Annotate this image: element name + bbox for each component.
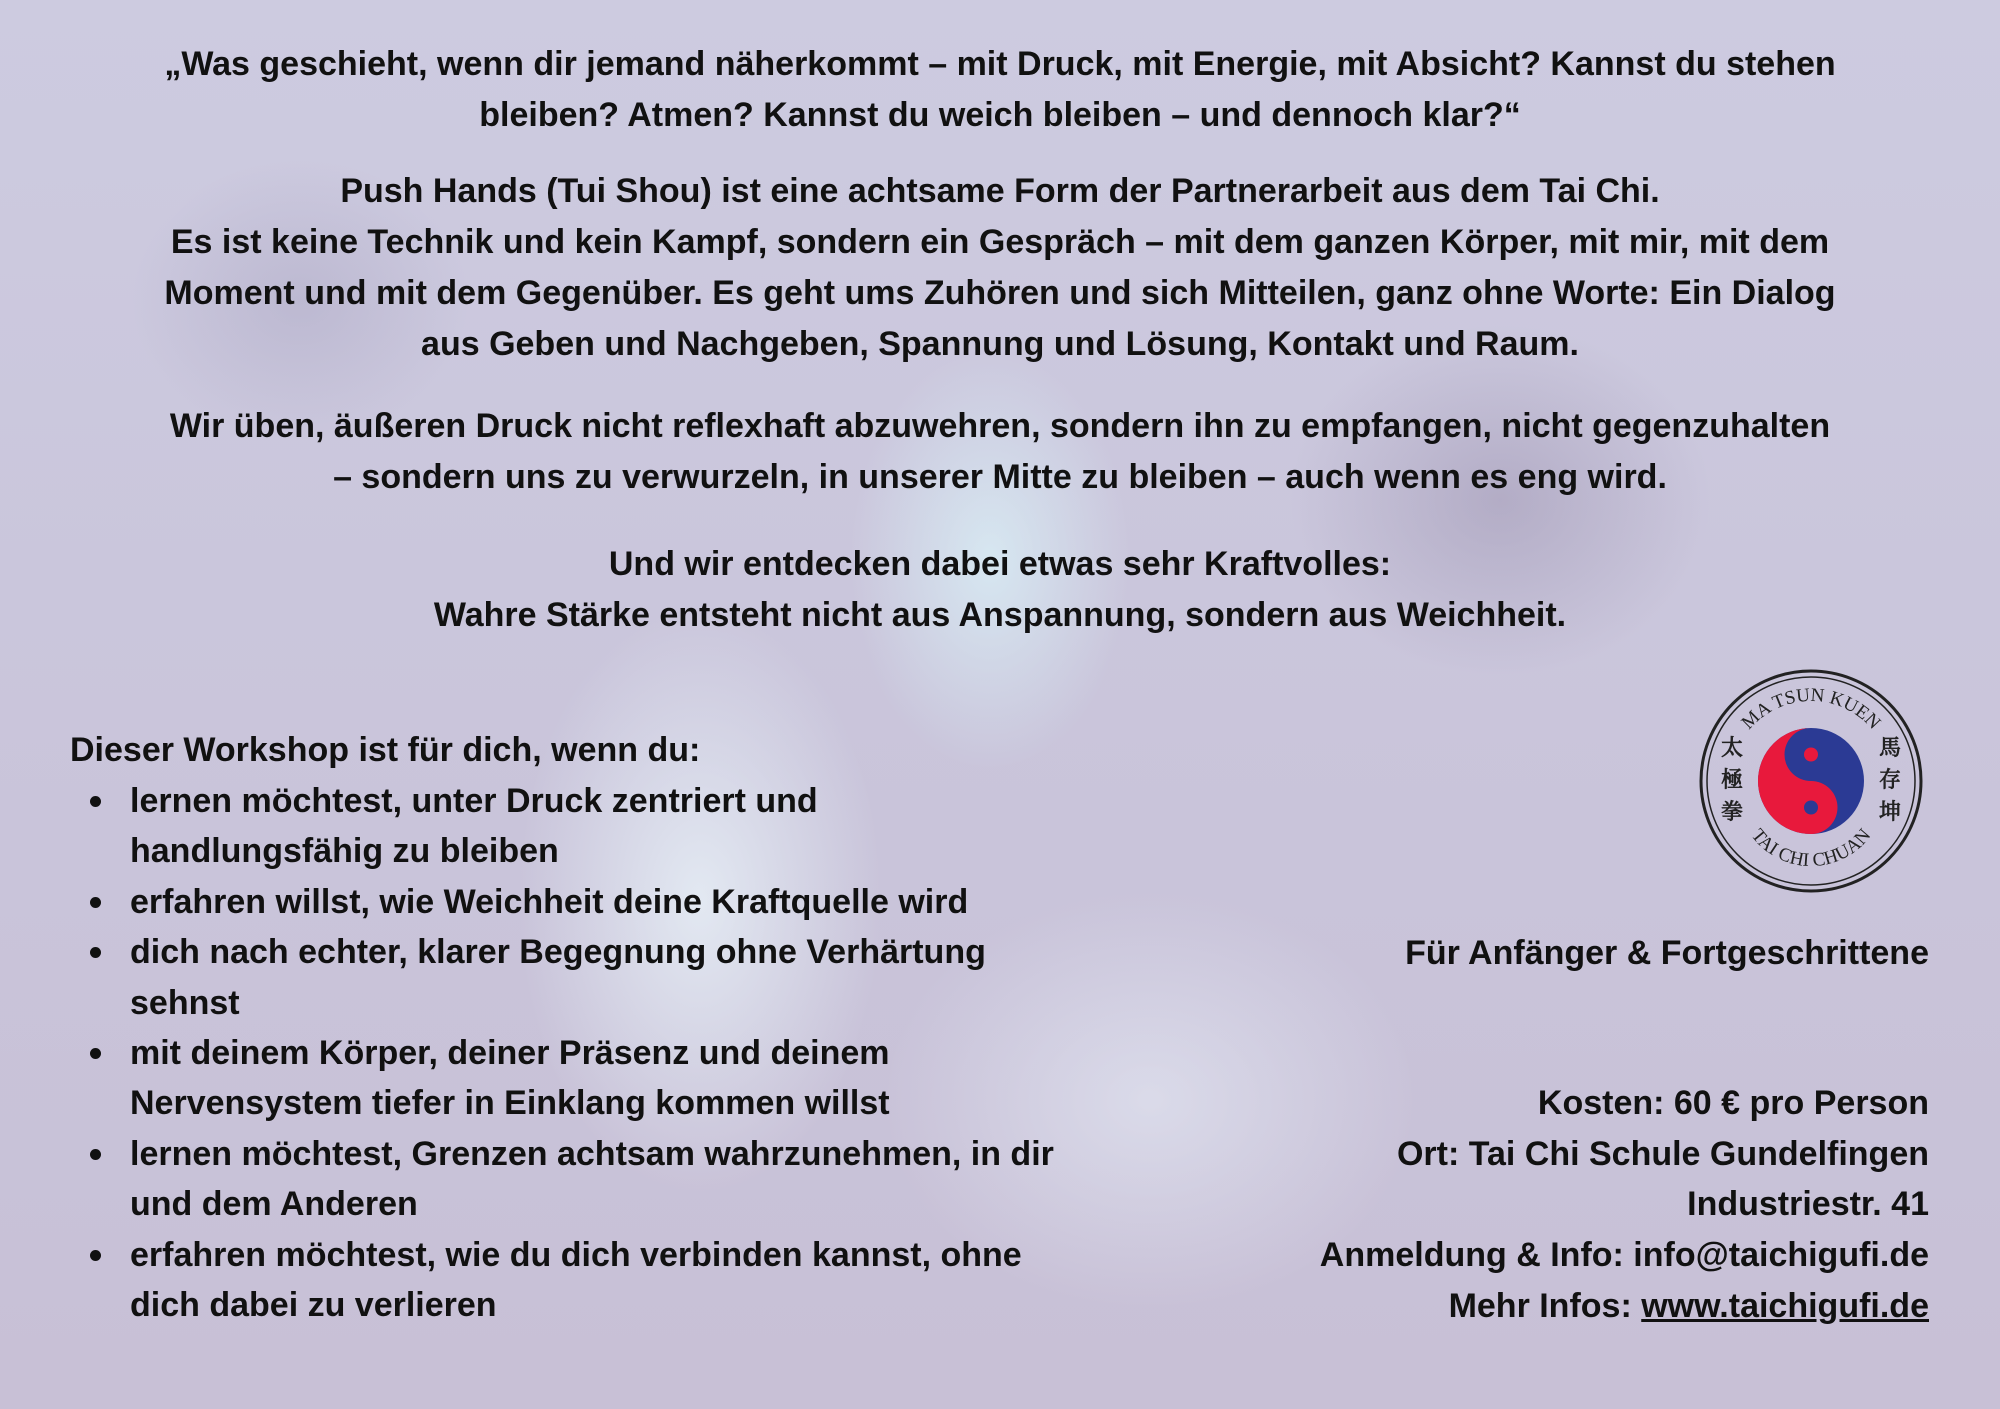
- bullet-icon: [90, 897, 101, 908]
- list-item-line: erfahren willst, wie Weichheit deine Kraftquelle wird: [130, 882, 969, 921]
- bullet-icon: [90, 796, 101, 807]
- intro-line: „Was geschieht, wenn dir jemand näherkommt – mit Druck, mit Energie, mit Absicht? Kannst du stehen: [164, 45, 1836, 83]
- list-item-line: dich nach echter, klarer Begegnung ohne Verhärtung: [130, 933, 986, 972]
- location-text: Ort: Tai Chi Schule Gundelfingen: [1396, 1135, 1929, 1173]
- bullet-icon: [90, 1250, 101, 1261]
- more-info-label: Mehr Infos:: [1448, 1287, 1642, 1325]
- street-text: Industriestr. 41: [1687, 1185, 1929, 1223]
- school-logo: [1697, 667, 1925, 895]
- list-item-line: lernen möchtest, Grenzen achtsam wahrzunehmen, in dir: [130, 1134, 1054, 1173]
- list-item-line: handlungsfähig zu bleiben: [130, 832, 559, 871]
- list-item-line: mit deinem Körper, deiner Präsenz und deinem: [130, 1034, 890, 1072]
- logo-top-text: MA TSUN KUEN: [1737, 684, 1885, 734]
- bullet-icon: [90, 1149, 101, 1160]
- logo-left-chars: 太極拳: [1721, 735, 1744, 824]
- website-link[interactable]: www.taichigufi.de: [1641, 1287, 1929, 1325]
- cost-text: Kosten: 60 € pro Person: [1537, 1084, 1929, 1122]
- signup-text: Anmeldung & Info: info@taichigufi.de: [1319, 1236, 1929, 1274]
- list-item-line: dich dabei zu verlieren: [130, 1286, 497, 1324]
- yin-yang-icon: [1758, 728, 1864, 834]
- description-line: aus Geben und Nachgeben, Spannung und Lösung, Kontakt und Raum.: [421, 325, 1579, 363]
- intro-line: bleiben? Atmen? Kannst du weich bleiben – und dennoch klar?“: [479, 96, 1521, 134]
- more-info: [1449, 1286, 1929, 1326]
- practice-line: – sondern uns zu verwurzeln, in unserer Mitte zu bleiben – auch wenn es eng wird.: [333, 458, 1667, 496]
- svg-text:MA TSUN KUEN: [1738, 685, 1885, 734]
- level-text: Für Anfänger & Fortgeschrittene: [1405, 934, 1929, 972]
- logo-bottom-text: TAI CHI CHUAN: [1746, 824, 1876, 872]
- list-item-line: erfahren möchtest, wie du dich verbinden kannst, ohne: [130, 1235, 1022, 1274]
- list-item-line: lernen möchtest, unter Druck zentriert und: [130, 782, 818, 820]
- list-item-line: Nervensystem tiefer in Einklang kommen willst: [130, 1084, 890, 1123]
- description-line: Push Hands (Tui Shou) ist eine achtsame Form der Partnerarbeit aus dem Tai Chi.: [340, 172, 1660, 210]
- list-item-line: und dem Anderen: [130, 1185, 418, 1224]
- description-line: Es ist keine Technik und kein Kampf, sondern ein Gespräch – mit dem ganzen Körper, mit mir, mit dem: [170, 223, 1830, 261]
- logo-right-chars: 馬存坤: [1879, 735, 1902, 824]
- strength-line: Und wir entdecken dabei etwas sehr Kraftvolles:: [608, 545, 1392, 583]
- practice-line: Wir üben, äußeren Druck nicht reflexhaft abzuwehren, sondern ihn zu empfangen, nicht gegenzuhalten: [169, 407, 1831, 445]
- bullet-icon: [90, 1048, 101, 1059]
- workshop-heading: Dieser Workshop ist für dich, wenn du:: [70, 731, 701, 769]
- bullet-icon: [90, 947, 101, 958]
- list-item-line: sehnst: [130, 983, 240, 1022]
- strength-line: Wahre Stärke entsteht nicht aus Anspannung, sondern aus Weichheit.: [433, 596, 1567, 634]
- description-line: Moment und mit dem Gegenüber. Es geht ums Zuhören und sich Mitteilen, ganz ohne Worte: Ein Dialog: [164, 274, 1836, 312]
